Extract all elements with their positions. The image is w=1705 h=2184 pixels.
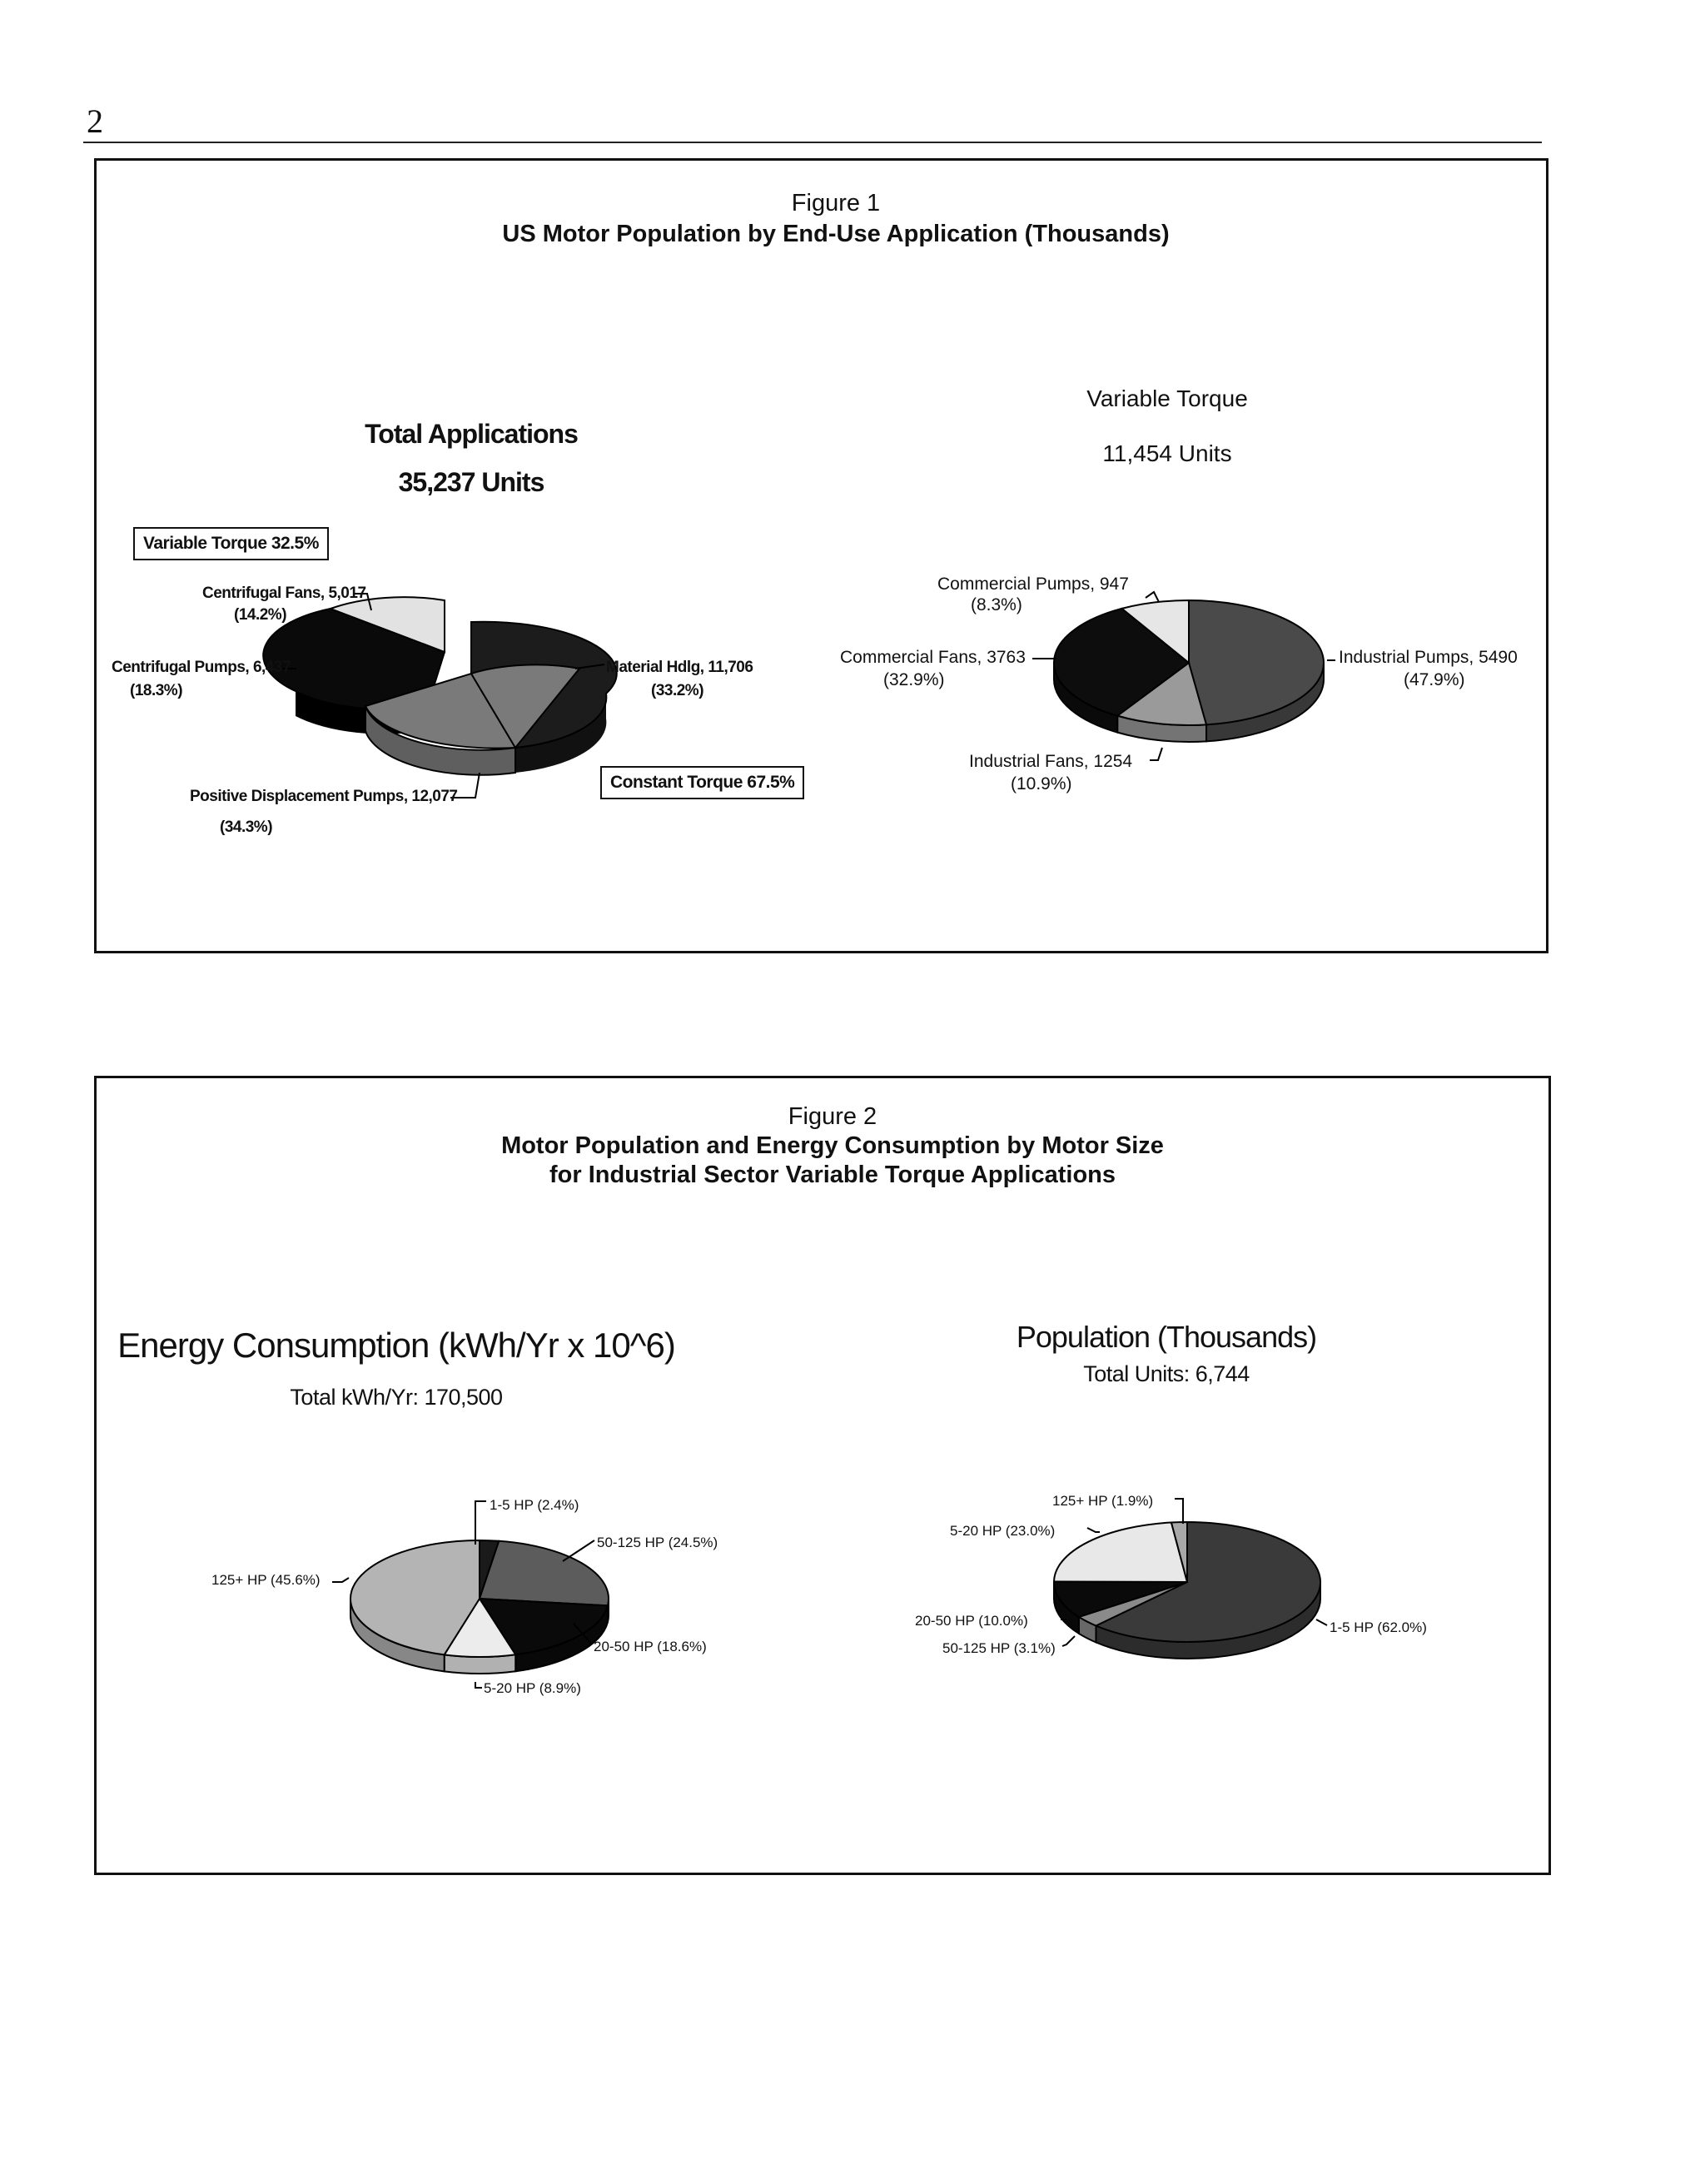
figure-1-title: US Motor Population by End-Use Application (Thousands): [502, 221, 1170, 247]
page-number: 2: [87, 102, 103, 140]
figure-2-frame: [94, 1076, 1551, 1875]
variable-torque-box: Variable Torque 32.5%: [133, 527, 329, 560]
pct-material-hdlg: (33.2%): [651, 682, 704, 699]
label-energy-125plus-hp: 125+ HP (45.6%): [211, 1572, 321, 1588]
label-energy-20-50hp: 20-50 HP (18.6%): [594, 1639, 707, 1654]
label-pop-1-5hp: 1-5 HP (62.0%): [1330, 1619, 1427, 1635]
pct-commercial-pumps: (8.3%): [971, 595, 1022, 614]
variable-torque-title: Variable Torque: [1086, 386, 1248, 411]
variable-torque-units: 11,454 Units: [1102, 440, 1232, 466]
population-leader-line-0: [1175, 1499, 1183, 1524]
total-applications-title: Total Applications: [365, 419, 578, 449]
label-pop-5-20hp: 5-20 HP (23.0%): [950, 1523, 1056, 1539]
total-units: 35,237 Units: [398, 467, 544, 497]
population-title: Population (Thousands): [1016, 1320, 1317, 1354]
population-pie: [97, 1078, 1553, 1878]
variable-torque-leader-line-3: [1150, 748, 1162, 760]
label-pop-125plus-hp: 125+ HP (1.9%): [1052, 1493, 1154, 1509]
label-centrifugal-fans: Centrifugal Fans, 5,017: [202, 585, 366, 602]
label-pop-20-50hp: 20-50 HP (10.0%): [915, 1613, 1028, 1629]
pct-commercial-fans: (32.9%): [883, 670, 945, 689]
label-positive-displacement-pumps: Positive Displacement Pumps, 12,077: [190, 788, 458, 805]
population-leader-line-4: [1316, 1619, 1327, 1625]
variable-torque-leader-line-1: [1146, 592, 1159, 602]
pct-centrifugal-pumps: (18.3%): [130, 682, 183, 699]
label-industrial-fans: Industrial Fans, 1254: [969, 752, 1133, 771]
label-centrifugal-pumps: Centrifugal Pumps, 6,437: [112, 659, 291, 676]
figure-2-title-line-2: for Industrial Sector Variable Torque Applications: [549, 1162, 1116, 1188]
population-total: Total Units: 6,744: [1083, 1361, 1250, 1386]
figure-1-frame: [94, 158, 1548, 953]
population-leader-line-3: [1062, 1636, 1075, 1646]
pct-industrial-pumps: (47.9%): [1404, 670, 1465, 689]
pct-centrifugal-fans: (14.2%): [234, 606, 287, 624]
label-commercial-fans: Commercial Fans, 3763: [840, 648, 1026, 667]
population-slice-3: [1054, 1523, 1187, 1582]
variable-torque-pie: [97, 161, 1551, 956]
label-industrial-pumps: Industrial Pumps, 5490: [1339, 648, 1518, 667]
header-rule: [83, 142, 1542, 143]
figure-2-label: Figure 2: [788, 1103, 877, 1130]
label-energy-5-20hp: 5-20 HP (8.9%): [484, 1680, 581, 1696]
population-leader-line-1: [1087, 1528, 1100, 1532]
pct-industrial-fans: (10.9%): [1011, 774, 1072, 794]
label-energy-50-125hp: 50-125 HP (24.5%): [597, 1535, 718, 1550]
label-commercial-pumps: Commercial Pumps, 947: [937, 575, 1129, 594]
label-energy-1-5hp: 1-5 HP (2.4%): [490, 1497, 579, 1513]
pct-positive-displacement-pumps: (34.3%): [220, 818, 273, 836]
label-pop-50-125hp: 50-125 HP (3.1%): [942, 1640, 1056, 1656]
label-material-hdlg: Material Hdlg, 11,706: [606, 659, 753, 676]
figure-2-title-line-1: Motor Population and Energy Consumption by Motor Size: [501, 1132, 1164, 1159]
energy-consumption-title: Energy Consumption (kWh/Yr x 10^6): [117, 1326, 675, 1365]
energy-total: Total kWh/Yr: 170,500: [290, 1385, 503, 1410]
figure-1-label: Figure 1: [791, 190, 881, 216]
constant-torque-box: Constant Torque 67.5%: [600, 766, 804, 799]
